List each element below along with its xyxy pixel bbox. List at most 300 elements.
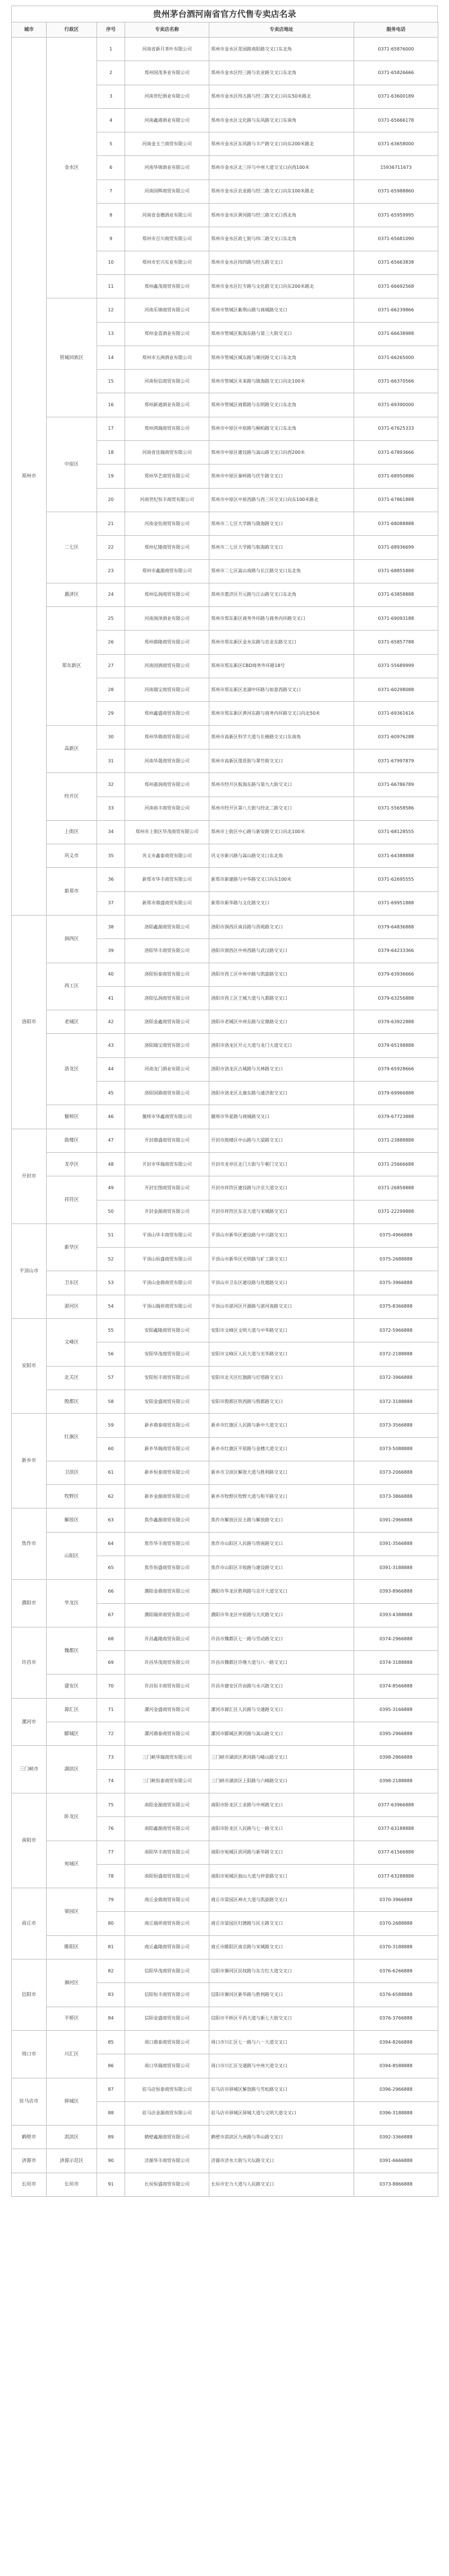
store-name: 驻马店金源商贸有限公司 xyxy=(125,2101,209,2125)
store-number: 48 xyxy=(97,1152,125,1176)
store-phone: 0371-68936699 xyxy=(354,536,438,559)
table-row xyxy=(12,1223,438,1247)
store-address: 开封市龙亭区北门大街与午朝门交叉口 xyxy=(209,1152,354,1176)
store-phone: 0377-61566888 xyxy=(354,1841,438,1864)
store-address: 郑州市管城区航海东路与第三大街交叉口 xyxy=(209,322,354,346)
header-phone: 服务电话 xyxy=(354,22,438,38)
district-cell: 北关区 xyxy=(47,1366,97,1390)
store-phone: 0375-3966888 xyxy=(354,1271,438,1295)
store-address: 郑州市中原区中原西路与西三环交叉口向东100米路北 xyxy=(209,488,354,512)
store-address: 郑州市中原区建设路与嵩山路交叉口向西200米 xyxy=(209,441,354,464)
district-cell: 洛龙区 xyxy=(47,1034,97,1105)
table-row xyxy=(12,417,438,440)
table-row xyxy=(12,1105,438,1129)
city-cell: 郑州市 xyxy=(12,38,47,916)
store-address: 洛阳市老城区中州东路与定鼎路交叉口 xyxy=(209,1010,354,1034)
store-name: 许昌鑫隆商贸有限公司 xyxy=(125,1627,209,1650)
district-cell: 平桥区 xyxy=(47,2007,97,2030)
store-number: 85 xyxy=(97,2030,125,2054)
store-phone: 0376-6588888 xyxy=(354,1983,438,2007)
store-address: 郑州市金水区文化路与东风路交叉口东南角 xyxy=(209,108,354,132)
store-name: 河南金钰商贸有限公司 xyxy=(125,512,209,535)
city-cell: 开封市 xyxy=(12,1129,47,1223)
document-page xyxy=(11,0,438,2197)
store-number: 57 xyxy=(97,1366,125,1390)
store-phone: 0371-69951888 xyxy=(354,891,438,915)
store-name: 河南国辉商贸有限公司 xyxy=(125,180,209,203)
store-address: 开封市鼓楼区中山路与大梁路交叉口 xyxy=(209,1129,354,1152)
district-cell: 文峰区 xyxy=(47,1319,97,1367)
table-row xyxy=(12,1698,438,1722)
table-row xyxy=(12,298,438,322)
store-address: 商丘市梁园区归德路与民主路交叉口 xyxy=(209,1912,354,1935)
store-phone: 0372-2188888 xyxy=(354,1342,438,1366)
store-address: 郑州市中原区中原路与桐柏路交叉口东北角 xyxy=(209,417,354,440)
store-number: 79 xyxy=(97,1888,125,1912)
district-cell: 淇滨区 xyxy=(47,2126,97,2149)
city-cell: 洛阳市 xyxy=(12,915,47,1129)
store-address: 郑州市管城区未来路与陇海路交叉口向北100米 xyxy=(209,370,354,393)
store-number: 88 xyxy=(97,2101,125,2125)
store-address: 南阳市卧龙区人民路与七一路交叉口 xyxy=(209,1817,354,1841)
store-phone: 0379-63256888 xyxy=(354,986,438,1010)
store-name: 洛阳鑫源商贸有限公司 xyxy=(125,915,209,939)
store-number: 16 xyxy=(97,393,125,417)
store-phone: 0371-60976288 xyxy=(354,725,438,749)
store-phone: 0376-3766888 xyxy=(354,2007,438,2030)
store-address: 平顶山市卫东区建设路与优越路交叉口 xyxy=(209,1271,354,1295)
store-address: 安阳市文峰区人民大道与光华路交叉口 xyxy=(209,1342,354,1366)
table-row xyxy=(12,915,438,939)
store-number: 87 xyxy=(97,2078,125,2101)
store-name: 开封市华瑞商贸有限公司 xyxy=(125,1152,209,1176)
store-address: 郑州市金水区黄河路与经三路交叉口西北角 xyxy=(209,204,354,227)
store-number: 12 xyxy=(97,298,125,322)
store-number: 15 xyxy=(97,370,125,393)
store-address: 郑州市二七区大学路与航海路交叉口 xyxy=(209,536,354,559)
store-number: 62 xyxy=(97,1485,125,1508)
header-store-name: 专卖店名称 xyxy=(125,22,209,38)
store-number: 21 xyxy=(97,512,125,535)
store-phone: 0371-68088888 xyxy=(354,512,438,535)
store-name: 河南国酒商贸有限公司 xyxy=(125,654,209,678)
table-row xyxy=(12,1508,438,1532)
store-name: 河南华晟商贸有限公司 xyxy=(125,749,209,772)
store-number: 3 xyxy=(97,85,125,108)
store-address: 郑州市郑东新区金水东路与农业东路交叉口 xyxy=(209,631,354,654)
table-row xyxy=(12,1722,438,1746)
district-cell: 宛城区 xyxy=(47,1841,97,1888)
store-name: 郑州新通酒业有限公司 xyxy=(125,393,209,417)
store-name: 南阳金源商贸有限公司 xyxy=(125,1793,209,1816)
city-cell: 平顶山市 xyxy=(12,1223,47,1318)
store-name: 郑州鑫茂商贸有限公司 xyxy=(125,274,209,298)
header-number: 序号 xyxy=(97,22,125,38)
store-number: 8 xyxy=(97,204,125,227)
store-number: 46 xyxy=(97,1105,125,1129)
store-name: 安阳金盛商贸有限公司 xyxy=(125,1390,209,1413)
store-number: 44 xyxy=(97,1057,125,1081)
store-phone: 0371-60298088 xyxy=(354,678,438,702)
store-phone: 0375-4966888 xyxy=(354,1223,438,1247)
store-address: 周口市川汇区七一路与八一大道交叉口 xyxy=(209,2030,354,2054)
store-address: 郑州市管城区商都路与东明路交叉口东北角 xyxy=(209,393,354,417)
store-phone: 0374-2966888 xyxy=(354,1627,438,1650)
district-cell: 梁园区 xyxy=(47,1888,97,1936)
store-number: 64 xyxy=(97,1532,125,1556)
store-phone: 0392-3366888 xyxy=(354,2126,438,2149)
store-phone: 0375-2688888 xyxy=(354,1248,438,1271)
table-row xyxy=(12,1959,438,1983)
store-address: 焦作市山阳区人民路与塔南路交叉口 xyxy=(209,1532,354,1556)
store-name: 河南恒信商贸有限公司 xyxy=(125,370,209,393)
store-phone: 0393-4388888 xyxy=(354,1603,438,1627)
district-cell: 新华区 xyxy=(47,1223,97,1271)
store-phone: 0377-63966888 xyxy=(354,1793,438,1816)
store-name: 郑州华艺商贸有限公司 xyxy=(125,464,209,488)
store-number: 51 xyxy=(97,1223,125,1247)
header-district: 行政区 xyxy=(47,22,97,38)
district-cell: 长垣市 xyxy=(47,2173,97,2196)
district-cell: 建安区 xyxy=(47,1675,97,1698)
store-address: 焦作市解放区民主路与解放路交叉口 xyxy=(209,1508,354,1532)
store-phone: 0371-55658586 xyxy=(354,797,438,820)
store-number: 74 xyxy=(97,1769,125,1793)
table-row xyxy=(12,2126,438,2149)
store-address: 洛阳市洛龙区开元大道与龙门大道交叉口 xyxy=(209,1034,354,1057)
store-name: 济源华丰商贸有限公司 xyxy=(125,2149,209,2173)
store-address: 郑州市郑东新区商务外环路与商务内环路交叉口 xyxy=(209,607,354,631)
store-phone: 0371-66692568 xyxy=(354,274,438,298)
table-row xyxy=(12,1627,438,1650)
store-number: 28 xyxy=(97,678,125,702)
table-row xyxy=(12,1129,438,1152)
store-name: 周口鼎泰商贸有限公司 xyxy=(125,2030,209,2054)
store-address: 郑州市金水区红专路与文化路交叉口向东200米路北 xyxy=(209,274,354,298)
store-phone: 0371-65857788 xyxy=(354,631,438,654)
store-phone: 0379-65198888 xyxy=(354,1034,438,1057)
district-cell: 高新区 xyxy=(47,725,97,773)
store-address: 许昌市魏都区许继大道与八一路交叉口 xyxy=(209,1651,354,1675)
store-address: 许昌市建安区许由路与永兴路交叉口 xyxy=(209,1675,354,1698)
store-address: 驻马店市驿城区驿城大道与文明大道交叉口 xyxy=(209,2101,354,2125)
store-number: 65 xyxy=(97,1556,125,1580)
table-row xyxy=(12,607,438,631)
store-address: 信阳市平桥区平西大道与新七大街交叉口 xyxy=(209,2007,354,2030)
store-number: 71 xyxy=(97,1698,125,1722)
store-phone: 0398-2866888 xyxy=(354,1746,438,1769)
store-name: 开封鼎盛商贸有限公司 xyxy=(125,1129,209,1152)
store-phone: 0371-65663838 xyxy=(354,251,438,274)
store-phone: 0371-66265000 xyxy=(354,346,438,369)
store-number: 67 xyxy=(97,1603,125,1627)
table-row xyxy=(12,1152,438,1176)
table-row xyxy=(12,963,438,986)
table-row xyxy=(12,1295,438,1318)
store-phone: 0379-69966888 xyxy=(354,1082,438,1105)
store-name: 郑州金喜酒业有限公司 xyxy=(125,322,209,346)
store-name: 河南龙门酒业有限公司 xyxy=(125,1057,209,1081)
store-address: 郑州市高新区科学大道与长椿路交叉口东南角 xyxy=(209,725,354,749)
table-row xyxy=(12,1461,438,1484)
store-phone: 0371-65988860 xyxy=(354,180,438,203)
store-address: 鹤壁市淇滨区九州路与华山路交叉口 xyxy=(209,2126,354,2149)
store-address: 安阳市文峰区文明大道与中华路交叉口 xyxy=(209,1319,354,1342)
store-number: 38 xyxy=(97,915,125,939)
store-name: 焦作华丰商贸有限公司 xyxy=(125,1532,209,1556)
store-address: 新郑市新建路与中华路交叉口向东100米 xyxy=(209,868,354,891)
store-name: 安阳鑫隆商贸有限公司 xyxy=(125,1319,209,1342)
store-name: 漯河金盛商贸有限公司 xyxy=(125,1698,209,1722)
store-name: 郑州华鼎商贸有限公司 xyxy=(125,725,209,749)
store-phone: 0373-5088888 xyxy=(354,1437,438,1461)
city-cell: 商丘市 xyxy=(12,1888,47,1959)
table-row xyxy=(12,844,438,868)
table-row xyxy=(12,868,438,891)
store-name: 河南裕丰商贸有限公司 xyxy=(125,797,209,820)
store-phone: 0371-69390000 xyxy=(354,393,438,417)
table-row xyxy=(12,1746,438,1769)
store-name: 郑州市五洲酒业有限公司 xyxy=(125,346,209,369)
store-phone: 0373-3566888 xyxy=(354,1414,438,1437)
store-phone: 0394-8266888 xyxy=(354,2030,438,2054)
table-row xyxy=(12,1580,438,1603)
district-cell: 中原区 xyxy=(47,417,97,512)
store-address: 平顶山市湛河区开源路与湛河南路交叉口 xyxy=(209,1295,354,1318)
district-cell: 驿城区 xyxy=(47,2078,97,2126)
store-name: 信阳恒丰商贸有限公司 xyxy=(125,1983,209,2007)
table-row xyxy=(12,1176,438,1200)
city-cell: 周口市 xyxy=(12,2030,47,2078)
store-address: 济源市济水大街与天坛路交叉口 xyxy=(209,2149,354,2173)
district-cell: 郾城区 xyxy=(47,1722,97,1746)
store-name: 南阳鑫源商贸有限公司 xyxy=(125,1817,209,1841)
store-name: 平顶山华丰商贸有限公司 xyxy=(125,1223,209,1247)
store-name: 洛阳华丰商贸有限公司 xyxy=(125,939,209,963)
table-row xyxy=(12,1366,438,1390)
district-cell: 睢阳区 xyxy=(47,1935,97,1959)
store-name: 鹤壁鑫源商贸有限公司 xyxy=(125,2126,209,2149)
store-number: 78 xyxy=(97,1864,125,1888)
district-cell: 新郑市 xyxy=(47,868,97,916)
store-phone: 0379-63936666 xyxy=(354,963,438,986)
store-address: 周口市川汇区交通路与中州大道交叉口 xyxy=(209,2054,354,2078)
city-cell: 长垣市 xyxy=(12,2173,47,2196)
store-address: 南阳市宛城区独山大道与仲景路交叉口 xyxy=(209,1864,354,1888)
store-number: 60 xyxy=(97,1437,125,1461)
city-cell: 三门峡市 xyxy=(12,1746,47,1793)
store-phone: 0396-2966888 xyxy=(354,2078,438,2101)
store-number: 59 xyxy=(97,1414,125,1437)
store-number: 26 xyxy=(97,631,125,654)
store-phone: 0370-2688888 xyxy=(354,1912,438,1935)
store-address: 信阳市浉河区新华路与胜利路交叉口 xyxy=(209,1983,354,2007)
store-name: 河南金玉兰商贸有限公司 xyxy=(125,132,209,156)
store-phone: 0371-69361616 xyxy=(354,702,438,725)
store-address: 郑州市二七区大学路与陇海路交叉口 xyxy=(209,512,354,535)
store-phone: 0371-67997879 xyxy=(354,749,438,772)
store-number: 25 xyxy=(97,607,125,631)
table-row xyxy=(12,583,438,606)
store-number: 45 xyxy=(97,1082,125,1105)
store-name: 安阳恒丰商贸有限公司 xyxy=(125,1366,209,1390)
store-phone: 0371-68950886 xyxy=(354,464,438,488)
district-cell: 牧野区 xyxy=(47,1485,97,1508)
store-address: 郑州市金水区纬四路与经五路交叉口 xyxy=(209,251,354,274)
store-phone: 0371-65826666 xyxy=(354,61,438,85)
store-number: 7 xyxy=(97,180,125,203)
store-address: 郑州市金水区经三路与农业路交叉口东北角 xyxy=(209,61,354,85)
store-name: 河南华锦酒业有限公司 xyxy=(125,156,209,180)
store-address: 开封市祥符区建设路与汴京大道交叉口 xyxy=(209,1176,354,1200)
store-number: 49 xyxy=(97,1176,125,1200)
store-number: 84 xyxy=(97,2007,125,2030)
store-phone: 0395-2966888 xyxy=(354,1722,438,1746)
store-number: 18 xyxy=(97,441,125,464)
store-address: 洛阳市涧西区中州西路与武汉路交叉口 xyxy=(209,939,354,963)
store-name: 河南省金穗酒业有限公司 xyxy=(125,204,209,227)
district-cell: 二七区 xyxy=(47,512,97,583)
store-number: 32 xyxy=(97,773,125,797)
store-phone: 0371-63658000 xyxy=(354,132,438,156)
store-address: 郑州市金水区东风路与丰产路交叉口向东200米路北 xyxy=(209,132,354,156)
store-name: 南阳恒盛商贸有限公司 xyxy=(125,1864,209,1888)
store-name: 洛阳弘润商贸有限公司 xyxy=(125,986,209,1010)
store-name: 郑州市上街区华茂商贸有限公司 xyxy=(125,820,209,844)
district-cell: 浉河区 xyxy=(47,1959,97,2007)
store-name: 新乡金源商贸有限公司 xyxy=(125,1485,209,1508)
district-cell: 鼓楼区 xyxy=(47,1129,97,1152)
store-name: 河南润泽酒业有限公司 xyxy=(125,607,209,631)
store-number: 91 xyxy=(97,2173,125,2196)
city-cell: 鹤壁市 xyxy=(12,2126,47,2149)
store-address: 郑州市管城区城东路与顺河路交叉口东北角 xyxy=(209,346,354,369)
store-address: 郑州市高新区莲花街与翠竹街交叉口 xyxy=(209,749,354,772)
store-address: 郑州市二七区嵩山南路与长江路交叉口东北角 xyxy=(209,559,354,583)
store-number: 90 xyxy=(97,2149,125,2173)
store-name: 郑州嘉润商贸有限公司 xyxy=(125,773,209,797)
store-number: 80 xyxy=(97,1912,125,1935)
store-name: 河南省新月茶叶有限公司 xyxy=(125,38,209,61)
city-cell: 漯河市 xyxy=(12,1698,47,1746)
store-address: 南阳市卧龙区工业路与中州路交叉口 xyxy=(209,1793,354,1816)
city-cell: 南阳市 xyxy=(12,1793,47,1888)
store-name: 河南瑞宝商贸有限公司 xyxy=(125,678,209,702)
store-name: 偃师市华鑫商贸有限公司 xyxy=(125,1105,209,1129)
district-cell: 湛河区 xyxy=(47,1295,97,1318)
store-name: 巩义市鑫泰商贸有限公司 xyxy=(125,844,209,868)
store-address: 新乡市红旗区人民路与新中大道交叉口 xyxy=(209,1414,354,1437)
district-cell: 卧龙区 xyxy=(47,1793,97,1841)
store-number: 81 xyxy=(97,1935,125,1959)
store-number: 41 xyxy=(97,986,125,1010)
store-name: 河南乐锦商贸有限公司 xyxy=(125,298,209,322)
store-name: 漯河鼎泰商贸有限公司 xyxy=(125,1722,209,1746)
table-row xyxy=(12,1390,438,1413)
store-number: 33 xyxy=(97,797,125,820)
store-address: 许昌市魏都区七一路与劳动路交叉口 xyxy=(209,1627,354,1650)
district-cell: 华龙区 xyxy=(47,1580,97,1627)
store-phone: 0371-65666178 xyxy=(354,108,438,132)
store-phone: 0371-66638988 xyxy=(354,322,438,346)
store-phone: 0398-2188888 xyxy=(354,1769,438,1793)
store-phone: 0371-67893666 xyxy=(354,441,438,464)
district-cell: 济源示范区 xyxy=(47,2149,97,2173)
city-cell: 信阳市 xyxy=(12,1959,47,2031)
city-cell: 济源市 xyxy=(12,2149,47,2173)
header-city: 城市 xyxy=(12,22,47,38)
table-row xyxy=(12,1935,438,1959)
store-phone: 0370-3188888 xyxy=(354,1935,438,1959)
store-number: 55 xyxy=(97,1319,125,1342)
store-number: 72 xyxy=(97,1722,125,1746)
store-address: 新乡市牧野区牧野大道与和平路交叉口 xyxy=(209,1485,354,1508)
store-number: 39 xyxy=(97,939,125,963)
table-row xyxy=(12,1675,438,1698)
store-phone: 0371-66786789 xyxy=(354,773,438,797)
store-number: 2 xyxy=(97,61,125,85)
store-phone: 0372-3188888 xyxy=(354,1390,438,1413)
store-number: 68 xyxy=(97,1627,125,1650)
store-phone: 0370-3966888 xyxy=(354,1888,438,1912)
store-number: 17 xyxy=(97,417,125,440)
store-name: 濮阳瑞祥商贸有限公司 xyxy=(125,1603,209,1627)
store-name: 洛阳金鑫商贸有限公司 xyxy=(125,1010,209,1034)
store-address: 郑州市经开区航海东路与第九大街交叉口 xyxy=(209,773,354,797)
store-name: 濮阳金鼎商贸有限公司 xyxy=(125,1580,209,1603)
store-name: 开封宏图商贸有限公司 xyxy=(125,1176,209,1200)
store-phone: 0377-63188888 xyxy=(354,1817,438,1841)
store-phone: 0371-64388888 xyxy=(354,844,438,868)
store-address: 郑州市郑东新区黄河东路与商务内环路交叉口向北50米 xyxy=(209,702,354,725)
store-name: 平顶山恒盛商贸有限公司 xyxy=(125,1248,209,1271)
district-cell: 巩义市 xyxy=(47,844,97,868)
table-row xyxy=(12,1319,438,1342)
store-number: 52 xyxy=(97,1248,125,1271)
city-cell: 许昌市 xyxy=(12,1627,47,1698)
store-phone: 0394-8588888 xyxy=(354,2054,438,2078)
store-number: 83 xyxy=(97,1983,125,2007)
city-cell: 新乡市 xyxy=(12,1414,47,1508)
store-name: 新郑市鼎盛商贸有限公司 xyxy=(125,891,209,915)
district-cell: 老城区 xyxy=(47,1010,97,1034)
header-store-address: 专卖店地址 xyxy=(209,22,354,38)
store-name: 许昌恒丰商贸有限公司 xyxy=(125,1675,209,1698)
store-name: 洛阳瑞宝商贸有限公司 xyxy=(125,1034,209,1057)
table-row xyxy=(12,2149,438,2173)
store-phone: 0371-65681090 xyxy=(354,227,438,251)
store-phone: 0371-67625333 xyxy=(354,417,438,440)
store-phone: 0372-5966888 xyxy=(354,1319,438,1342)
store-phone: 0372-3966888 xyxy=(354,1366,438,1390)
store-phone: 0379-67723888 xyxy=(354,1105,438,1129)
store-phone: 0391-3566888 xyxy=(354,1532,438,1556)
store-name: 平顶山瑞祥商贸有限公司 xyxy=(125,1295,209,1318)
store-address: 郑州市金水区纬五路与经三路交叉口向东50米路北 xyxy=(209,85,354,108)
store-phone: 0374-3188888 xyxy=(354,1651,438,1675)
store-number: 50 xyxy=(97,1200,125,1223)
store-number: 53 xyxy=(97,1271,125,1295)
district-cell: 西工区 xyxy=(47,963,97,1010)
store-address: 濮阳市华龙区胜利路与京开大道交叉口 xyxy=(209,1580,354,1603)
store-name: 焦作恒盛商贸有限公司 xyxy=(125,1556,209,1580)
store-address: 郑州市郑东新区CBD商务外环路18号 xyxy=(209,654,354,678)
store-name: 洛阳恒泰商贸有限公司 xyxy=(125,963,209,986)
store-name: 郑州弘润商贸有限公司 xyxy=(125,583,209,606)
store-address: 安阳市北关区红旗路与灯塔路交叉口 xyxy=(209,1366,354,1390)
table-row xyxy=(12,773,438,797)
table-row xyxy=(12,512,438,535)
